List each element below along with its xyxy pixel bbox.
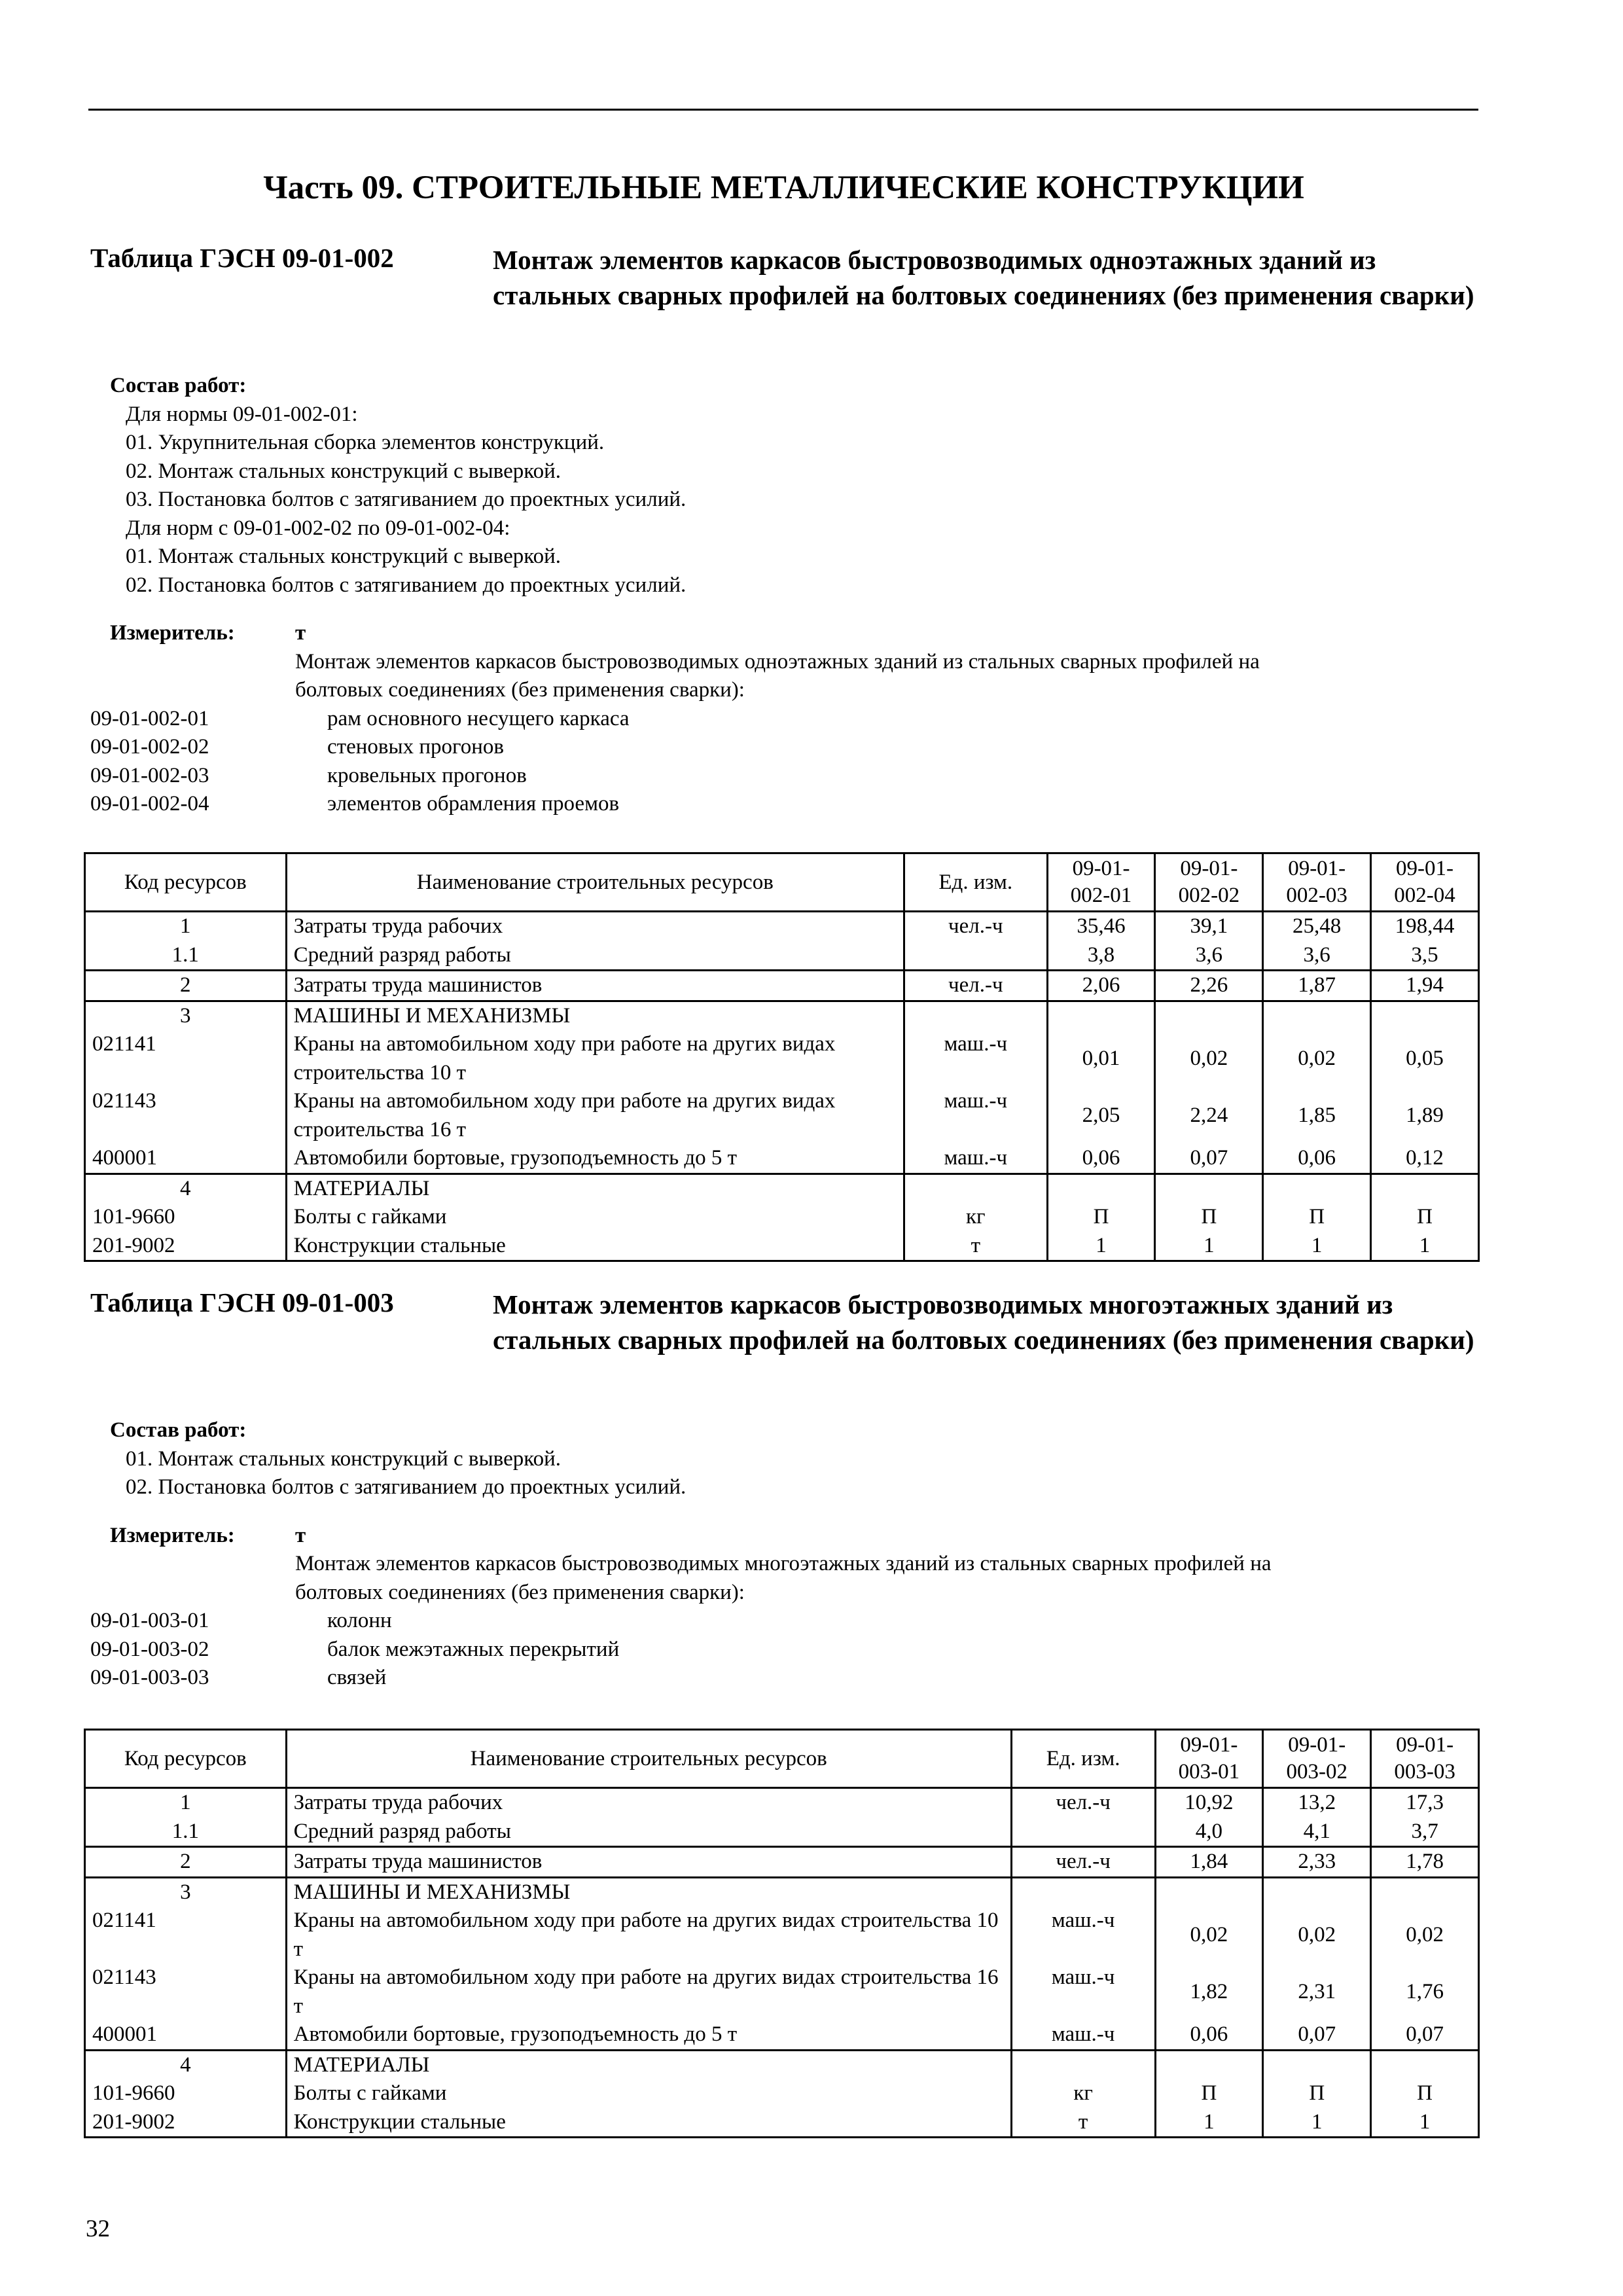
cell-unit: чел.-ч [904, 912, 1047, 941]
cell-value: 1 [1263, 1232, 1371, 1261]
cell-unit [1011, 1877, 1155, 1907]
composition-item: 02. Постановка болтов с затягиванием до проектных усилий. [126, 1475, 687, 1499]
measure-description: Монтаж элементов каркасов быстровозводимых многоэтажных зданий из стальных сварных профилей на болтовых соединениях (без применения сварки): [295, 1552, 1272, 1604]
norms-list [90, 705, 1478, 819]
cell-unit [1011, 2050, 1155, 2079]
table-row [85, 1847, 1479, 1878]
cell-value: 0,02 [1263, 1907, 1371, 1964]
cell-value: 0,01 [1047, 1030, 1155, 1087]
cell-value: 0,02 [1263, 1030, 1371, 1087]
table-row [85, 1877, 1479, 1907]
cell-value [1371, 1001, 1479, 1030]
cell-name: МАШИНЫ И МЕХАНИЗМЫ [286, 1877, 1011, 1907]
header-col: 09-01-003-03 [1371, 1730, 1479, 1788]
cell-unit: кг [904, 1203, 1047, 1232]
cell-value: 0,02 [1155, 1030, 1263, 1087]
table-row [85, 1788, 1479, 1818]
cell-name: Средний разряд работы [286, 1818, 1011, 1847]
section-09-01-002 [90, 242, 1478, 819]
table-body [85, 1788, 1479, 2138]
norm-row [90, 1636, 1478, 1664]
header-col: 09-01-002-03 [1263, 853, 1371, 912]
composition-item: Для норм с 09-01-002-02 по 09-01-002-04: [126, 516, 510, 540]
cell-code: 3 [85, 1001, 287, 1030]
cell-name: Краны на автомобильном ходу при работе на других видах строительства 16 т [286, 1964, 1011, 2020]
cell-code: 3 [85, 1877, 287, 1907]
cell-name: Конструкции стальные [286, 2108, 1011, 2138]
cell-value: П [1371, 2079, 1479, 2108]
table-row [85, 1907, 1479, 1964]
cell-value: П [1155, 1203, 1263, 1232]
section-09-01-003 [90, 1287, 1478, 1693]
cell-value: П [1155, 2079, 1263, 2108]
table-row [85, 1030, 1479, 1087]
norm-code: 09-01-003-03 [90, 1666, 209, 1689]
cell-name: Краны на автомобильном ходу при работе на других видах строительства 10 т [286, 1907, 1011, 1964]
composition-label: Состав работ: [110, 1418, 247, 1442]
cell-value: 0,06 [1047, 1144, 1155, 1174]
norm-name: элементов обрамления проемов [327, 792, 620, 816]
cell-value: 3,6 [1155, 941, 1263, 971]
cell-name: Затраты труда рабочих [286, 912, 904, 941]
cell-name: Затраты труда машинистов [286, 1847, 1011, 1878]
cell-value: 2,31 [1263, 1964, 1371, 2020]
header-unit: Ед. изм. [1011, 1730, 1155, 1788]
table-row [85, 2020, 1479, 2050]
composition-item: 02. Монтаж стальных конструкций с выверкой. [126, 459, 561, 483]
header-col: 09-01-003-01 [1155, 1730, 1263, 1788]
table-header-row [85, 1730, 1479, 1788]
cell-value: 13,2 [1263, 1788, 1371, 1818]
cell-unit: маш.-ч [1011, 1964, 1155, 2020]
cell-name: Средний разряд работы [286, 941, 904, 971]
cell-value: 0,12 [1371, 1144, 1479, 1174]
cell-value: 1,82 [1155, 1964, 1263, 2020]
norm-code: 09-01-002-01 [90, 706, 209, 730]
header-col: 09-01-002-04 [1371, 853, 1479, 912]
cell-value: П [1263, 1203, 1371, 1232]
cell-value [1263, 1174, 1371, 1203]
cell-unit: т [904, 1232, 1047, 1261]
norm-code: 09-01-002-03 [90, 763, 209, 787]
cell-code: 021143 [85, 1964, 287, 2020]
cell-value: 3,5 [1371, 941, 1479, 971]
cell-code: 400001 [85, 1144, 287, 1174]
cell-name: Автомобили бортовые, грузоподъемность до 5 т [286, 1144, 904, 1174]
cell-unit: маш.-ч [904, 1087, 1047, 1144]
norm-name: рам основного несущего каркаса [327, 706, 630, 730]
cell-value: 17,3 [1371, 1788, 1479, 1818]
cell-code: 2 [85, 1847, 287, 1878]
cell-code: 2 [85, 971, 287, 1001]
cell-unit: кг [1011, 2079, 1155, 2108]
cell-value: 1,84 [1155, 1847, 1263, 1878]
header-name: Наименование строительных ресурсов [286, 1730, 1011, 1788]
cell-value: 1 [1371, 1232, 1479, 1261]
cell-value: 0,02 [1371, 1907, 1479, 1964]
cell-code: 4 [85, 1174, 287, 1203]
cell-name: МАТЕРИАЛЫ [286, 2050, 1011, 2079]
cell-name: Краны на автомобильном ходу при работе на других видах строительства 10 т [286, 1030, 904, 1087]
norm-name: связей [327, 1666, 387, 1689]
cell-value: 25,48 [1263, 912, 1371, 941]
cell-value: 3,8 [1047, 941, 1155, 971]
cell-code: 1 [85, 1788, 287, 1818]
table-row [85, 1144, 1479, 1174]
cell-name: МАТЕРИАЛЫ [286, 1174, 904, 1203]
header-col: 09-01-003-02 [1263, 1730, 1371, 1788]
header-unit: Ед. изм. [904, 853, 1047, 912]
cell-value: 10,92 [1155, 1788, 1263, 1818]
norm-name: колонн [327, 1609, 392, 1632]
norm-row [90, 1607, 1478, 1636]
header-code: Код ресурсов [85, 1730, 287, 1788]
cell-name: Конструкции стальные [286, 1232, 904, 1261]
work-composition [90, 372, 1478, 600]
cell-value: 3,6 [1263, 941, 1371, 971]
table-body [85, 912, 1479, 1261]
cell-value: 2,06 [1047, 971, 1155, 1001]
norm-row [90, 762, 1478, 791]
cell-code: 021141 [85, 1907, 287, 1964]
measure-label: Измеритель: [110, 1523, 235, 1547]
cell-value: 4,0 [1155, 1818, 1263, 1847]
cell-name: Краны на автомобильном ходу при работе на других видах строительства 16 т [286, 1087, 904, 1144]
cell-code: 1 [85, 912, 287, 941]
cell-code: 021143 [85, 1087, 287, 1144]
cell-unit: чел.-ч [1011, 1788, 1155, 1818]
table-header-row [85, 853, 1479, 912]
cell-value: 1,85 [1263, 1087, 1371, 1144]
cell-value: 1,87 [1263, 971, 1371, 1001]
table-row [85, 941, 1479, 971]
cell-value: 1 [1155, 2108, 1263, 2138]
cell-value: 2,24 [1155, 1087, 1263, 1144]
table-row [85, 1174, 1479, 1203]
table-heading [90, 242, 1478, 351]
resources-table-09-01-003 [84, 1729, 1480, 2138]
cell-value: 0,07 [1371, 2020, 1479, 2050]
resources-table-09-01-002 [84, 852, 1480, 1262]
table-title: Монтаж элементов каркасов быстровозводимых одноэтажных зданий из стальных сварных профилей на болтовых соединениях (без применения сварки) [493, 245, 1474, 310]
cell-unit: чел.-ч [1011, 1847, 1155, 1878]
table-row [85, 1232, 1479, 1261]
cell-value: 0,05 [1371, 1030, 1479, 1087]
page-number: 32 [86, 2215, 110, 2242]
cell-unit: чел.-ч [904, 971, 1047, 1001]
composition-list [90, 401, 1478, 600]
cell-value [1263, 1877, 1371, 1907]
table-row [85, 1203, 1479, 1232]
cell-code: 201-9002 [85, 1232, 287, 1261]
cell-value: 0,02 [1155, 1907, 1263, 1964]
composition-item: 01. Монтаж стальных конструкций с выверкой. [126, 545, 561, 568]
composition-label: Состав работ: [110, 374, 247, 397]
measure-description: Монтаж элементов каркасов быстровозводимых одноэтажных зданий из стальных сварных профилей на болтовых соединениях (без применения сварки): [295, 649, 1260, 702]
table-row [85, 2079, 1479, 2108]
cell-name: Болты с гайками [286, 1203, 904, 1232]
composition-list [90, 1445, 1478, 1502]
norm-code: 09-01-002-02 [90, 735, 209, 759]
cell-value: 35,46 [1047, 912, 1155, 941]
cell-value: 39,1 [1155, 912, 1263, 941]
cell-value: 1,78 [1371, 1847, 1479, 1878]
cell-value: 4,1 [1263, 1818, 1371, 1847]
cell-value: П [1371, 1203, 1479, 1232]
cell-name: МАШИНЫ И МЕХАНИЗМЫ [286, 1001, 904, 1030]
norm-code: 09-01-003-02 [90, 1637, 209, 1661]
cell-value: 1 [1371, 2108, 1479, 2138]
cell-value: 1 [1263, 2108, 1371, 2138]
cell-value: 2,05 [1047, 1087, 1155, 1144]
cell-value: 2,26 [1155, 971, 1263, 1001]
cell-unit: маш.-ч [1011, 2020, 1155, 2050]
cell-code: 101-9660 [85, 1203, 287, 1232]
composition-item: 03. Постановка болтов с затягиванием до проектных усилий. [126, 488, 687, 511]
cell-value [1047, 1174, 1155, 1203]
norm-row [90, 733, 1478, 762]
cell-value [1371, 1174, 1479, 1203]
cell-value [1155, 1001, 1263, 1030]
cell-value: 0,06 [1263, 1144, 1371, 1174]
cell-code: 201-9002 [85, 2108, 287, 2138]
table-title: Монтаж элементов каркасов быстровозводимых многоэтажных зданий из стальных сварных профилей на болтовых соединениях (без применения сварки) [493, 1289, 1474, 1355]
cell-unit [904, 1001, 1047, 1030]
cell-code: 4 [85, 2050, 287, 2079]
norm-code: 09-01-002-04 [90, 792, 209, 816]
measure-label: Измеритель: [110, 621, 235, 645]
measure-block [90, 1522, 1478, 1693]
cell-value: 1 [1047, 1232, 1155, 1261]
norm-row [90, 790, 1478, 819]
table-row [85, 1964, 1479, 2020]
cell-value [1371, 1877, 1479, 1907]
cell-value: 1,94 [1371, 971, 1479, 1001]
norm-name: кровельных прогонов [327, 763, 527, 787]
header-col: 09-01-002-02 [1155, 853, 1263, 912]
norm-code: 09-01-003-01 [90, 1609, 209, 1632]
header-code: Код ресурсов [85, 853, 287, 912]
cell-code: 1.1 [85, 1818, 287, 1847]
cell-unit: маш.-ч [1011, 1907, 1155, 1964]
measure-unit: т [295, 621, 306, 645]
norms-list [90, 1607, 1478, 1693]
cell-value [1263, 1001, 1371, 1030]
header-name: Наименование строительных ресурсов [286, 853, 904, 912]
norm-row [90, 1664, 1478, 1693]
cell-value [1047, 1001, 1155, 1030]
composition-item: 01. Монтаж стальных конструкций с выверкой. [126, 1446, 561, 1471]
top-rule [88, 109, 1478, 111]
cell-code: 1.1 [85, 941, 287, 971]
cell-value: П [1263, 2079, 1371, 2108]
cell-code: 021141 [85, 1030, 287, 1087]
cell-value: 2,33 [1263, 1847, 1371, 1878]
measure-block [90, 619, 1478, 819]
cell-code: 400001 [85, 2020, 287, 2050]
part-title: Часть 09. СТРОИТЕЛЬНЫЕ МЕТАЛЛИЧЕСКИЕ КОНСТРУКЦИИ [263, 170, 1304, 206]
composition-item: Для нормы 09-01-002-01: [126, 402, 358, 426]
cell-name: Автомобили бортовые, грузоподъемность до 5 т [286, 2020, 1011, 2050]
cell-value: 0,07 [1263, 2020, 1371, 2050]
cell-value [1155, 1877, 1263, 1907]
cell-unit: т [1011, 2108, 1155, 2138]
cell-value: 1,89 [1371, 1087, 1479, 1144]
table-label: Таблица ГЭСН 09-01-002 [90, 243, 394, 273]
composition-item: 01. Укрупнительная сборка элементов конструкций. [126, 431, 605, 454]
cell-value [1371, 2050, 1479, 2079]
cell-unit [904, 941, 1047, 971]
cell-value [1155, 1174, 1263, 1203]
composition-item: 02. Постановка болтов с затягиванием до проектных усилий. [126, 573, 687, 597]
table-row [85, 971, 1479, 1001]
cell-unit [1011, 1818, 1155, 1847]
norm-name: стеновых прогонов [327, 735, 504, 759]
cell-unit [904, 1174, 1047, 1203]
cell-value [1155, 2050, 1263, 2079]
cell-name: Болты с гайками [286, 2079, 1011, 2108]
table-row [85, 1001, 1479, 1030]
work-composition [90, 1416, 1478, 1502]
cell-value: П [1047, 1203, 1155, 1232]
cell-name: Затраты труда рабочих [286, 1788, 1011, 1818]
cell-value: 3,7 [1371, 1818, 1479, 1847]
cell-value: 1,76 [1371, 1964, 1479, 2020]
table-row [85, 2050, 1479, 2079]
table-row [85, 912, 1479, 941]
table-heading [90, 1287, 1478, 1395]
table-row [85, 1818, 1479, 1847]
cell-value: 0,06 [1155, 2020, 1263, 2050]
table-row [85, 1087, 1479, 1144]
norm-name: балок межэтажных перекрытий [327, 1637, 620, 1661]
table-label: Таблица ГЭСН 09-01-003 [90, 1287, 394, 1318]
cell-value: 1 [1155, 1232, 1263, 1261]
header-col: 09-01-002-01 [1047, 853, 1155, 912]
cell-value: 198,44 [1371, 912, 1479, 941]
cell-value: 0,07 [1155, 1144, 1263, 1174]
cell-name: Затраты труда машинистов [286, 971, 904, 1001]
cell-value [1263, 2050, 1371, 2079]
table-row [85, 2108, 1479, 2138]
cell-code: 101-9660 [85, 2079, 287, 2108]
cell-unit: маш.-ч [904, 1030, 1047, 1087]
measure-unit: т [295, 1523, 306, 1547]
norm-row [90, 705, 1478, 734]
cell-unit: маш.-ч [904, 1144, 1047, 1174]
